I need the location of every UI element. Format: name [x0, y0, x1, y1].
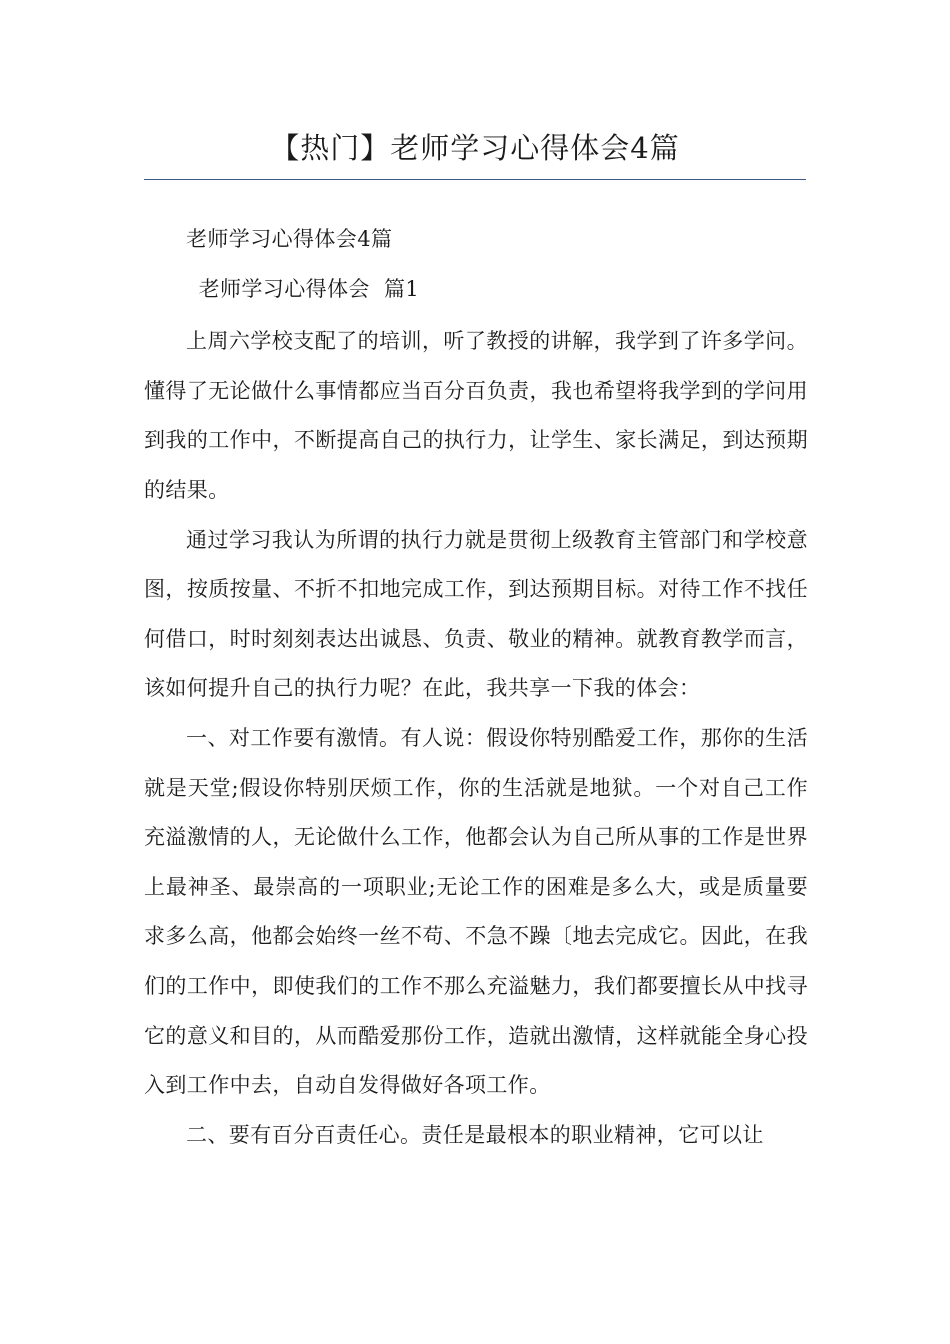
paragraph: 上周六学校支配了的培训，听了教授的讲解，我学到了许多学问。懂得了无论做什么事情都应当百分百负责，我也希望将我学到的学问用到我的工作中，不断提高自己的执行力，让学生、家长满足，到达预期的结果。 [144, 329, 808, 502]
document-title: 【热门】老师学习心得体会4篇 [270, 131, 680, 165]
document-subtitle: 老师学习心得体会4篇 [186, 227, 393, 251]
paragraph: 通过学习我认为所谓的执行力就是贯彻上级教育主管部门和学校意图，按质按量、不折不扣地完成工作，到达预期目标。对待工作不找任何借口，时时刻刻表达出诚恳、负责、敬业的精神。就教育教学而言，该如何提升自己的执行力呢？在此，我共享一下我的体会： [144, 527, 808, 701]
section-heading: 老师学习心得体会 篇1 [198, 276, 420, 301]
title-divider [144, 179, 806, 180]
document-body [144, 215, 808, 1160]
paragraph: 一、对工作要有激情。有人说：假设你特别酷爱工作，那你的生活就是天堂;假设你特别厌烦工作，你的生活就是地狱。一个对自己工作充溢激情的人，无论做什么工作，他都会认为自己所从事的工作是世界上最神圣、最崇高的一项职业;无论工作的困难是多么大，或是质量要求多么高，他都会始终一丝不苟、不急不躁〔地去完成它。因此，在我们的工作中，即使我们的工作不那么充溢魅力，我们都要擅长从中找寻它的意义和目的，从而酷爱那份工作，造就出激情，这样就能全身心投入到工作中去，自动自发得做好各项工作。 [144, 725, 808, 1098]
paragraph: 二、要有百分百责任心。责任是最根本的职业精神，它可以让 [186, 1122, 764, 1147]
